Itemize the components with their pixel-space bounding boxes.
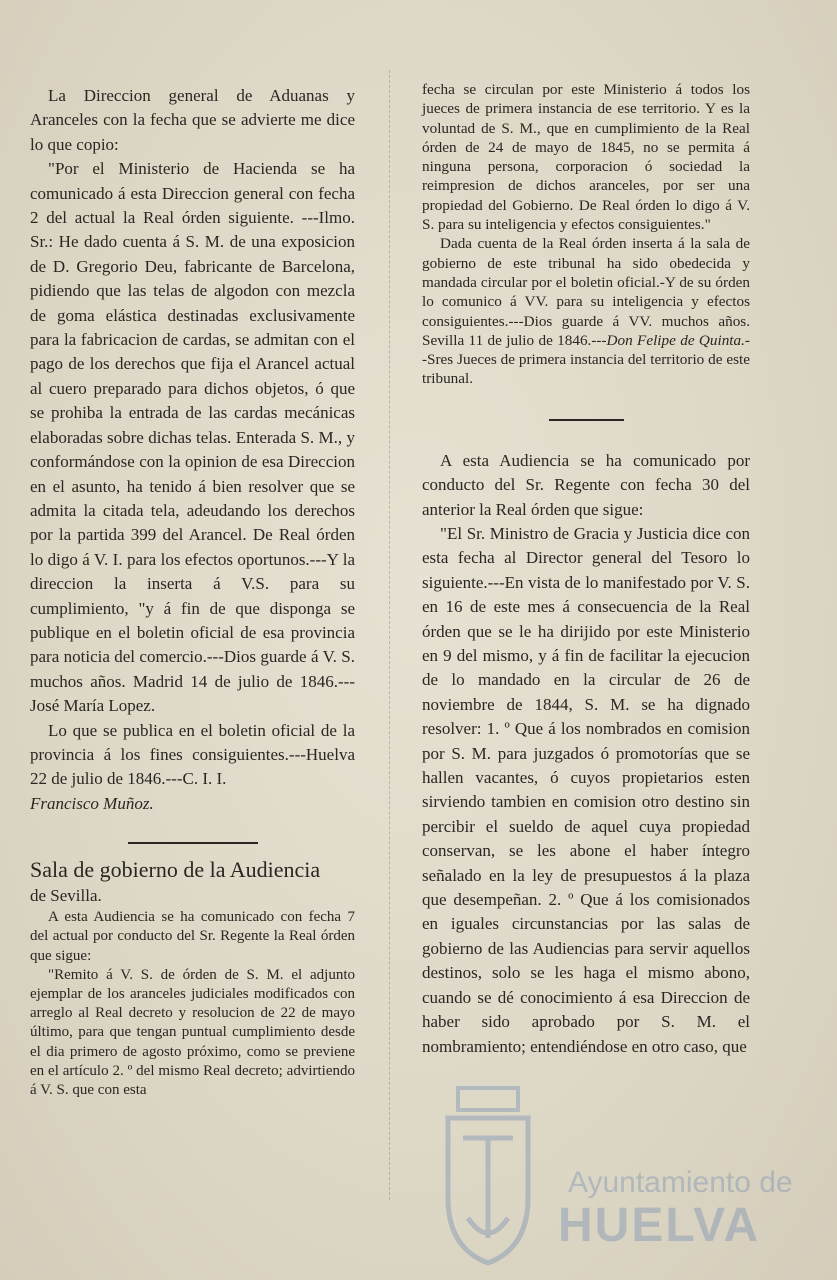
section-rule	[128, 842, 258, 844]
column-divider	[389, 70, 390, 1200]
quinta-signature: Don Felipe de Quinta.	[606, 331, 745, 349]
aduanas-publication-note: Lo que se publica en el boletin oficial de la provincia á los fines consiguientes.---Huelva 22 de julio de 1846.---C. I. I.	[30, 720, 355, 789]
aduanas-real-orden: "Por el Ministerio de Hacienda se ha comunicado á esta Direccion general con fecha 2 del actual la Real órden siguiente. ---Ilmo. Sr.: He dado cuenta á S. M. de una exposicion de D. Gregorio Deu, fabricante de Barcelona, pidiendo que las telas de algodon con mezcla de goma elástica destinadas exclusivamente para la fabricacion de cardas, se admitan con el pago de los derechos que fija el Arancel actual al cuero preparado para dichos objetos, ó que se prohiba la entrada de las cardas mecánicas elaboradas sobre dichas telas. Enterada S. M., y conformándose con la opinion de esa Direccion en el asunto, ha tenido á bien resolver que se admita la citada tela, adeudando los derechos por la partida 399 del Arancel. De Real órden lo digo á V. I. para los efectos oportunos.---Y la direccion la inserta á V.S. para su cumplimiento, "y á fin de que disponga se publique en el boletin oficial de esa provincia para noticia del comercio.---Dios guarde á V. S. muchos años. Madrid 14 de julio de 1846.---José María Lopez.	[30, 159, 355, 716]
sala-gobierno-note	[422, 234, 750, 388]
aduanas-intro: La Direccion general de Aduanas y Aranceles con la fecha que se advierte me dice lo que copio:	[30, 86, 355, 154]
section-rule-right	[549, 419, 624, 421]
watermark-line1: Ayuntamiento de	[568, 1166, 793, 1199]
audiencia-intro: A esta Audiencia se ha comunicado con fecha 7 del actual por conducto del Sr. Regente la Real órden que sigue:	[30, 909, 355, 964]
audiencia-real-orden: "Remito á V. S. de órden de S. M. el adjunto ejemplar de los aranceles judiciales modificados con arreglo al Real decreto y resolucion de 22 de mayo último, para que tengan puntual cumplimiento desde el dia primero de agosto próximo, como se previene en el artículo 2. º del mismo Real decreto; advirtiendo á V. S. que con esta	[30, 966, 355, 1099]
coat-of-arms-icon	[428, 1078, 548, 1268]
tesoro-real-orden: "El Sr. Ministro de Gracia y Justicia dice con esta fecha al Director general del Tesoro lo siguiente.---En vista de lo manifestado por V. S. en 16 de este mes á consecuencia de la Real órden que se le ha dirijido por este Ministerio en 9 del mismo, y á fin de facilitar la ejecucion de lo mandado en la circular de 26 de noviembre de 1844, S. M. se ha dignado resolver: 1. º Que á los nombrados en comision por S. M. para juzgados ó promotorías que se hallen vacantes, ó cuyos propietarios esten sirviendo tambien en comision otro destino sin percibir el sueldo de aquel cuya propiedad conservan, se les abone el haber íntegro señalado en la ley de presupuestos á la plaza que desempeñan. 2. º Que á los comisionados en iguales circunstancias por las salas de gobierno de las Audiencias para servir aquellos destinos, solo se les haga el mismo abono, cuando se dé conocimiento á esa Direccion de haber sido aprobado por S. M. el nombramiento; entendiéndose en otro caso, que	[422, 523, 750, 1056]
section-subheading: de Sevilla.	[30, 886, 102, 906]
aduanas-signature	[30, 792, 355, 816]
watermark-line2: HUELVA	[558, 1199, 761, 1252]
signature-text: Francisco Muñoz.	[30, 793, 154, 813]
sala-note-tail: --Sres Jueces de primera instancia del territorio de este tribunal.	[422, 331, 750, 388]
right-column	[422, 80, 750, 1059]
sala-note-text: Dada cuenta de la Real órden inserta á la sala de gobierno de este tribunal ha sido obedecida y mandada circular por el boletin oficial.-Y de su órden lo comunico á VV. para su inteligencia y efectos consiguientes.---Dios guarde á VV. muchos años. Sevilla 11 de julio de 1846.---	[422, 235, 750, 349]
huelva-watermark	[428, 1078, 828, 1268]
section-heading: Sala de gobierno de la Audiencia	[30, 857, 321, 883]
real-orden-continuation: fecha se circulan por este Ministerio á todos los jueces de primera instancia de ese territorio. Y es la voluntad de S. M., que en cumplimiento de la Real órden de 24 de mayo de 1845, no se permita á ninguna persona, corporacion ó sociedad la reimpresion de dichos aranceles, por ser una propiedad del Gobierno. De Real órden lo digo á V. S. para su inteligencia y efectos consiguientes."	[422, 81, 750, 234]
tesoro-intro: A esta Audiencia se ha comunicado por conducto del Sr. Regente con fecha 30 del anterior la Real órden que sigue:	[422, 450, 750, 519]
left-column	[30, 84, 355, 1100]
